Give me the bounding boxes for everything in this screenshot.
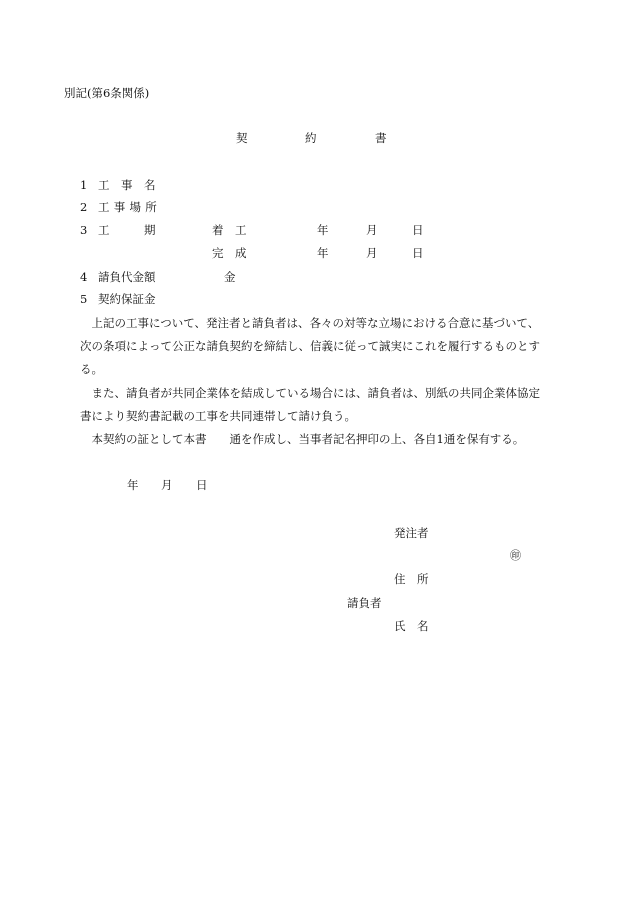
item-3-label-a: 工	[98, 223, 110, 237]
body-line-5: 書により契約書記載の工事を共同連帯して請け負う。	[80, 409, 356, 423]
period-completion-month: 月	[366, 246, 378, 260]
date-day: 日	[196, 478, 208, 492]
body-line-4: また、請負者が共同企業体を結成している場合には、請負者は、別紙の共同企業体協定	[80, 386, 540, 400]
period-completion-year: 年	[317, 246, 329, 260]
date-year: 年	[127, 478, 139, 492]
item-4-label: 請負代金額	[98, 270, 156, 284]
body-line-1: 上記の工事について、発注者と請負者は、各々の対等な立場における合意に基づいて、	[80, 316, 540, 330]
period-completion-day: 日	[412, 246, 424, 260]
name-label: 氏 名	[394, 619, 429, 633]
item-4-number: 4	[80, 270, 88, 284]
item-5-number: 5	[80, 292, 88, 306]
address-label: 住 所	[394, 572, 429, 586]
item-1-label-a: 工	[98, 178, 110, 192]
period-start-day: 日	[412, 223, 424, 237]
body-line-2: 次の条項によって公正な請負契約を締結し、信義に従って誠実にこれを履行するものとす	[80, 339, 540, 353]
item-3-label-b: 期	[144, 223, 156, 237]
period-start-year: 年	[317, 223, 329, 237]
contractor-label: 請負者	[347, 596, 382, 610]
item-5-label: 契約保証金	[98, 292, 156, 306]
title-char-3: 書	[375, 131, 387, 145]
item-1-label-c: 名	[144, 178, 156, 192]
date-month: 月	[161, 478, 173, 492]
period-start-label: 着 工	[212, 223, 247, 237]
period-completion-label: 完 成	[212, 246, 247, 260]
body-line-3: る。	[80, 362, 103, 376]
title-char-1: 契	[236, 131, 248, 145]
item-2-number: 2	[80, 200, 88, 214]
orderer-label: 発注者	[394, 526, 429, 540]
body-line-6: 本契約の証として本書 通を作成し、当事者記名押印の上、各自1通を保有する。	[80, 432, 525, 446]
item-3-number: 3	[80, 223, 88, 237]
item-1-number: 1	[80, 178, 88, 192]
contract-amount-unit: 金	[224, 270, 236, 284]
header-reference: 別記(第6条関係)	[64, 86, 150, 100]
seal-mark: ㊞	[510, 549, 521, 562]
title-char-2: 約	[305, 131, 317, 145]
period-start-month: 月	[366, 223, 378, 237]
item-2-label: 工 事 場 所	[98, 200, 158, 214]
item-1-label-b: 事	[121, 178, 133, 192]
